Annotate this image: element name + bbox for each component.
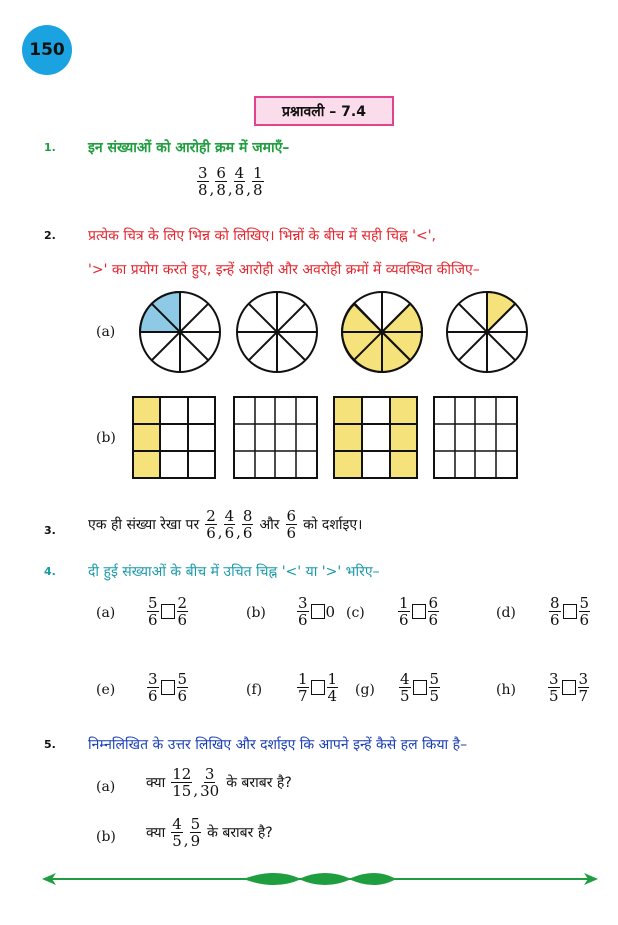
q5-text: निम्नलिखित के उत्तर लिखिए और दर्शाइए कि आपने इन्हें कैसे हल किया है– <box>88 737 468 753</box>
q2-label-b: (b) <box>96 430 116 446</box>
q4-compare-f: $\frac{1}{7}$ $\frac{1}{4}$ <box>298 670 338 705</box>
q4-compare-a: $\frac{5}{6}$ $\frac{2}{6}$ <box>148 594 188 629</box>
grid-figure-3 <box>334 397 417 478</box>
grid-figure-1 <box>133 397 215 478</box>
q1-text: इन संख्याओं को आरोही क्रम में जमाएँ– <box>88 140 290 156</box>
q4-label-g: (g) <box>355 682 375 698</box>
q4-label-a: (a) <box>96 605 116 621</box>
q4-label-b: (b) <box>246 605 266 621</box>
q4-label-f: (f) <box>246 682 263 698</box>
q5-number: 5. <box>44 738 56 751</box>
q4-label-d: (d) <box>496 605 516 621</box>
page-number: 150 <box>22 25 72 75</box>
q4-compare-g: $\frac{4}{5}$ $\frac{5}{5}$ <box>400 670 440 705</box>
fraction: $\frac{3}{8}$ <box>198 164 208 199</box>
answer-box[interactable] <box>311 604 325 619</box>
q4-compare-h: $\frac{3}{5}$ $\frac{3}{7}$ <box>549 670 589 705</box>
circle-figure-1 <box>140 292 220 372</box>
fraction: $\frac{6}{8}$ <box>216 164 226 199</box>
circle-figure-2 <box>237 292 317 372</box>
q2-line2: '>' का प्रयोग करते हुए, इन्हें आरोही और अवरोही क्रमों में व्यवस्थित कीजिए– <box>88 262 480 278</box>
q4-compare-c: $\frac{1}{6}$ $\frac{6}{6}$ <box>399 594 439 629</box>
q3-line: एक ही संख्या रेखा पर $\frac{2}{6}$ , $\frac{4}{6}$ , $\frac{8}{6}$ और $\frac{6}{6}$ को दर्शाइए। <box>88 507 363 542</box>
q1-fractions: $\frac{3}{8}$ , $\frac{6}{8}$ , $\frac{4}{8}$ , $\frac{1}{8}$ <box>198 164 263 199</box>
exercise-title: प्रश्नावली – 7.4 <box>254 96 394 126</box>
grid-figure-2 <box>234 397 317 478</box>
grid-figure-4 <box>434 397 517 478</box>
fraction: $\frac{8}{6}$ <box>242 507 253 542</box>
q5-label-a: (a) <box>96 779 116 795</box>
q5-a-line: क्या $\frac{12}{15}$ , $\frac{3}{30}$ के बराबर है? <box>146 765 292 800</box>
circle-figure-3 <box>342 292 422 372</box>
q1-number: 1. <box>44 141 56 154</box>
q2-label-a: (a) <box>96 324 116 340</box>
q5-label-b: (b) <box>96 829 116 845</box>
q4-label-c: (c) <box>346 605 365 621</box>
fraction: $\frac{2}{6}$ <box>206 507 216 542</box>
q4-compare-b: $\frac{3}{6}$ 0 <box>298 594 336 629</box>
answer-box[interactable] <box>563 604 577 619</box>
q3-text-and: और <box>259 517 280 533</box>
q5-b-line: क्या $\frac{4}{5}$ , $\frac{5}{9}$ के बराबर है? <box>146 815 273 850</box>
answer-box[interactable] <box>311 680 325 695</box>
answer-box[interactable] <box>161 680 175 695</box>
q4-number: 4. <box>44 565 56 578</box>
q2-number: 2. <box>44 229 56 242</box>
q4-label-h: (h) <box>496 682 516 698</box>
answer-box[interactable] <box>413 680 427 695</box>
fraction: $\frac{4}{6}$ <box>224 507 235 542</box>
q4-text: दी हुई संख्याओं के बीच में उचित चिह्न '<' या '>' भरिए– <box>88 564 380 580</box>
fraction: $\frac{4}{8}$ <box>234 164 245 199</box>
circle-figure-4 <box>447 292 527 372</box>
q3-text-after: को दर्शाइए। <box>303 517 363 533</box>
answer-box[interactable] <box>161 604 175 619</box>
q3-text-before: एक ही संख्या रेखा पर <box>88 517 200 533</box>
answer-box[interactable] <box>412 604 426 619</box>
q2-line1: प्रत्येक चित्र के लिए भिन्न को लिखिए। भिन्नों के बीच में सही चिह्न '<', <box>88 228 437 244</box>
q3-number: 3. <box>44 524 56 537</box>
answer-box[interactable] <box>562 680 576 695</box>
q4-label-e: (e) <box>96 682 116 698</box>
fraction: $\frac{1}{8}$ <box>252 164 263 199</box>
q4-compare-d: $\frac{8}{6}$ $\frac{5}{6}$ <box>550 594 590 629</box>
bottom-decorative-rule <box>42 873 598 885</box>
q4-compare-e: $\frac{3}{6}$ $\frac{5}{6}$ <box>148 670 188 705</box>
fraction: $\frac{6}{6}$ <box>286 507 297 542</box>
